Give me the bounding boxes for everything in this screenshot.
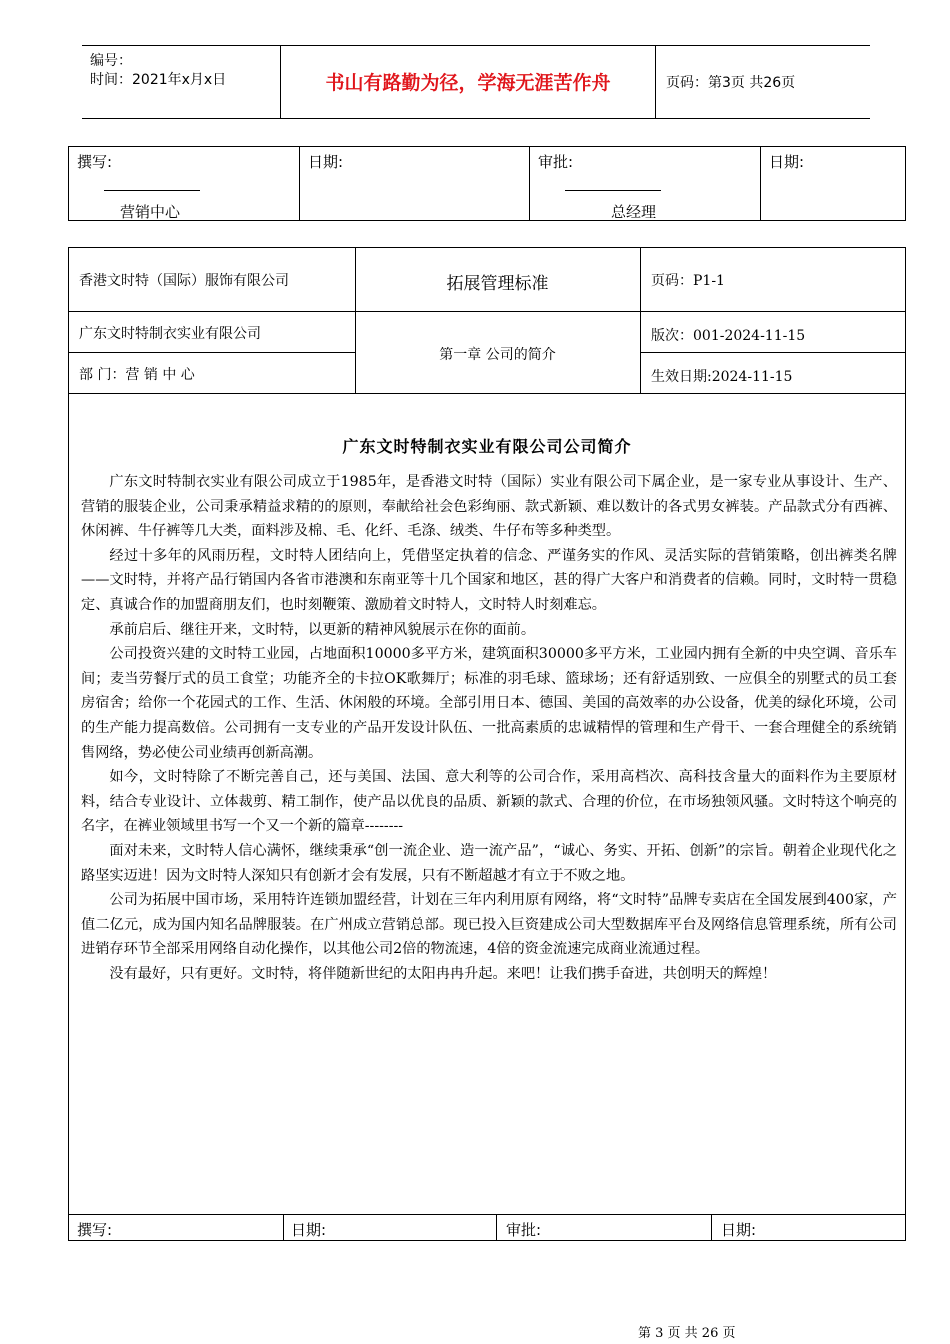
date-cell [300,147,530,221]
version: 版次：001-2024-11-15 [651,328,806,344]
paragraph: 如今，文时特除了不断完善自己，还与美国、法国、意大利等的公司合作，采用高档次、高科技含量大的面料作为主要原材料，结合专业设计、立体裁剪、精工制作，使产品以优良的品质、新颖的款式、合理的价位，在市场独领风骚。文时特这个响亮的名字，在裤业领域里书写一个又一个新的篇章-------- [81,769,897,835]
date2-label: 日期: [769,153,805,171]
company-hk: 香港文时特（国际）服饰有限公司 [79,273,289,289]
divider [640,248,641,393]
divider [496,1215,497,1241]
paragraph: 面对未来，文时特人信心满怀，继续秉承“创一流企业、造一流产品”，“诚心、务实、开拓、创新”的宗旨。朝着企业现代化之路坚实迈进！因为文时特人深知只有创新才会有发展，只有不断超越才有立于不败之地。 [81,842,897,884]
signature-line [565,190,661,191]
footer-writer-label: 撰写: [77,1221,113,1239]
writer-dept: 营销中心 [120,203,181,221]
paragraph: 没有最好，只有更好。文时特，将伴随新世纪的太阳冉冉升起。来吧！让我们携手奋进，共创明天的辉煌！ [109,965,777,982]
footer-date-label: 日期: [291,1221,327,1239]
document-table [68,247,906,1241]
writer-label: 撰写: [77,153,113,171]
time-label: 时间：2021年x月x日 [90,72,227,88]
footer-approve-label: 审批: [506,1221,542,1239]
paragraph: 公司为拓展中国市场，采用特许连锁加盟经营，计划在三年内利用原有网络，将“文时特”品牌专卖店在全国发展到400家，产值二亿元，成为国内知名品牌服装。在广州成立营销总部。现已投入巨资建成公司大型数据库平台及网络信息管理系统，所有公司进销存环节全部采用网络自动化操作，以其他公司2倍的物流速，4倍的资金流速完成商业流通过程。 [81,892,897,958]
divider [69,311,905,312]
number-label: 编号： [90,53,132,69]
paragraph: 承前启后、继往开来，文时特，以更新的精神风貌展示在你的面前。 [109,621,536,638]
page-code: 页码：P1-1 [651,273,725,289]
divider [711,1215,712,1241]
approve-cell [530,147,761,221]
footer-date2-label: 日期: [721,1221,757,1239]
paragraph: 经过十多年的风雨历程，文时特人团结向上，凭借坚定执着的信念、严谨务实的作风、灵活实际的营销策略，创出裤类名牌——文时特，并将产品行销国内各省市港澳和东南亚等十几个国家和地区，甚的得广大客户和消费者的信赖。同时，文时特一贯稳定、真诚合作的加盟商朋友们，也时刻鞭策、激励着文时特人，文时特人时刻难忘。 [81,547,897,613]
page-header [82,45,870,119]
divider [280,46,281,118]
approver-title: 总经理 [611,203,657,221]
date2-cell [761,147,906,221]
department: 部 门：营 销 中 心 [79,367,195,383]
writer-cell [69,147,300,221]
signature-line [104,190,200,191]
paragraph: 广东文时特制衣实业有限公司成立于1985年，是香港文时特（国际）实业有限公司下属企业，是一家专业从事设计、生产、营销的服装企业，公司秉承精益求精的的原则，奉献给社会色彩绚丽、款式新颖、难以数计的各式男女裤装。产品款式分有西裤、休闲裤、牛仔裤等几大类，面料涉及棉、毛、化纤、毛涤、绒类、牛仔布等多种类型。 [81,474,897,540]
footer-sign-row [69,1214,905,1241]
header-meta [90,52,226,90]
signature-table [68,146,906,221]
approve-label: 审批: [538,153,574,171]
divider [69,352,355,353]
date-label: 日期: [308,153,344,171]
divider [283,1215,284,1241]
divider [655,46,656,118]
body-text [81,470,897,986]
content-title: 广东文时特制衣实业有限公司公司简介 [342,437,632,456]
page-footer: 第 3 页 共 26 页 [638,1326,736,1341]
effective-date: 生效日期:2024-11-15 [651,369,793,385]
divider [69,393,905,394]
divider [640,352,905,353]
motto: 书山有路勤为径，学海无涯苦作舟 [325,72,611,94]
header-page-info: 页码：第3页 共26页 [666,75,796,91]
chapter-title: 第一章 公司的简介 [439,347,556,363]
standard-title: 拓展管理标准 [446,274,549,294]
paragraph: 公司投资兴建的文时特工业园，占地面积10000多平方米，建筑面积30000多平方米，工业园内拥有全新的中央空调、音乐车间；麦当劳餐厅式的员工食堂；功能齐全的卡拉OK歌舞厅；标准的羽毛球、篮球场；还有舒适别致、一应俱全的别墅式的员工套房宿舍；给你一个花园式的工作、生活、休闲般的环境。全部引用日本、德国、美国的高效率的办公设备，优美的绿化环境，公司的生产能力提高数倍。公司拥有一支专业的产品开发设计队伍、一批高素质的忠诚精悍的管理和生产骨干、一套合理健全的系统销售网络，势必使公司业绩再创新高潮。 [81,646,897,761]
company-gd: 广东文时特制衣实业有限公司 [79,326,261,342]
